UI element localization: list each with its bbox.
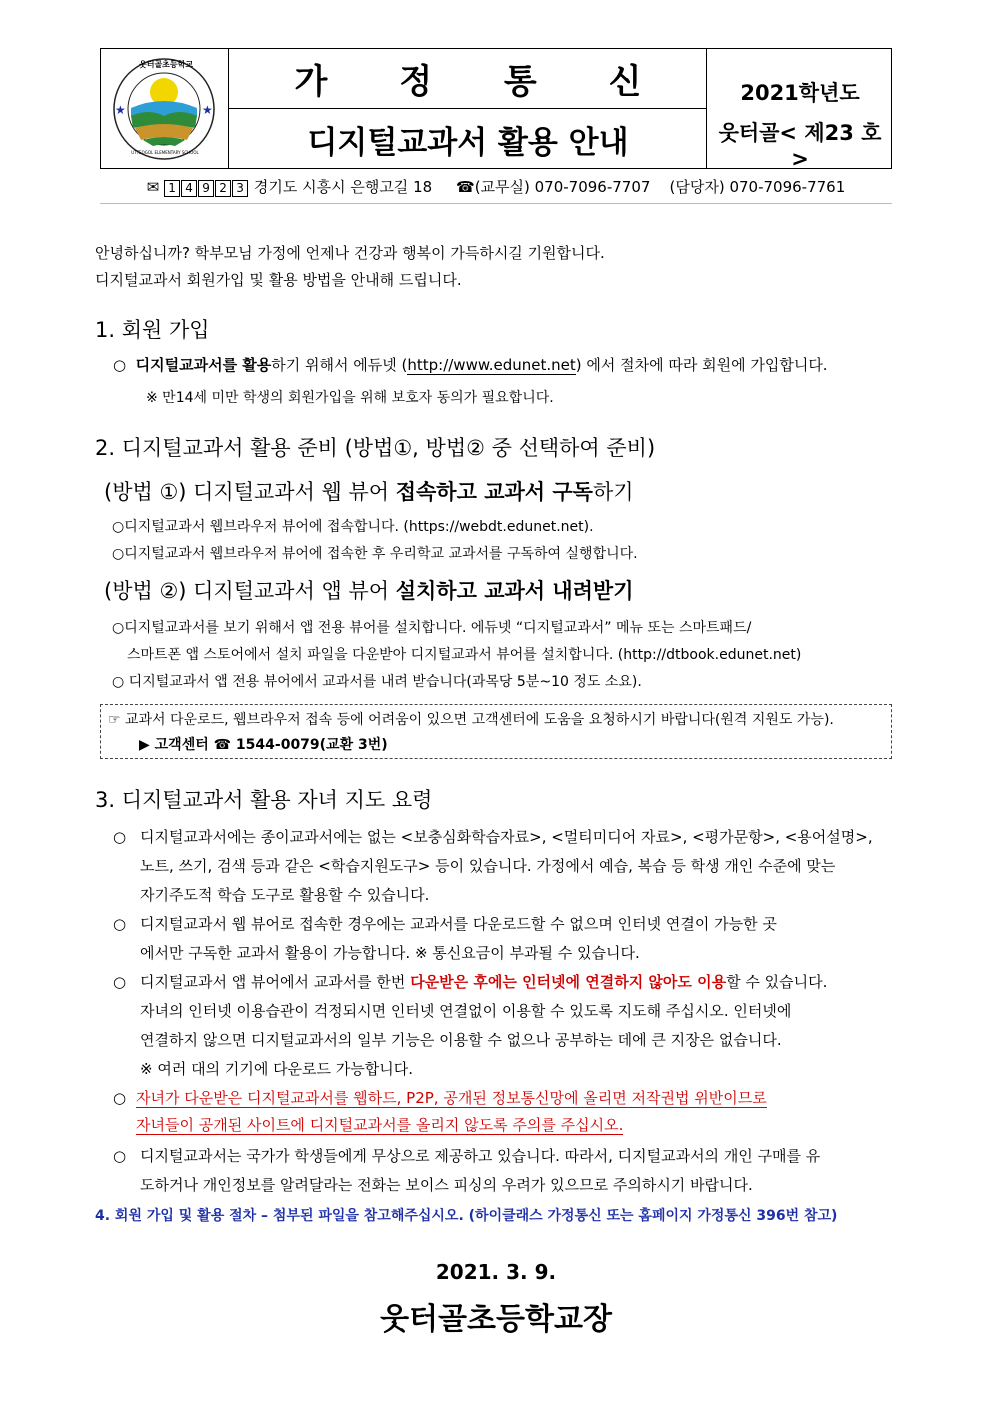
notice-line-2: ▶ 고객센터 ☎ 1544-0079(교환 3번) <box>139 737 388 753</box>
method-1-pre: (방법 ①) 디지털교과서 웹 뷰어 <box>104 480 396 504</box>
intro-line-1: 안녕하십니까? 학부모님 가정에 언제나 건강과 행복이 가득하시길 기원합니다. <box>95 244 605 262</box>
s3-p1-line-2: 노트, 쓰기, 검색 등과 같은 <학습지원도구> 등이 있습니다. 가정에서 예습, 복습 등 학생 개인 수준에 맞는 <box>140 857 836 875</box>
notice-line-1: ☞ 교과서 다운로드, 웹브라우저 접속 등에 어려움이 있으면 고객센터에 도움을 요청하시기 바랍니다(원격 지원도 가능). <box>108 712 834 728</box>
text: ) 에서 절차에 따라 회원에 가입합니다. <box>575 356 828 374</box>
method-2-bold: 설치하고 교과서 내려받기 <box>395 579 634 603</box>
logo-text-bottom: UTTEOGOL ELEMENTARY SCHOOL <box>131 150 199 155</box>
bullet: ○ <box>113 1147 127 1165</box>
divider <box>100 203 892 204</box>
postal-digit: 2 <box>215 180 231 197</box>
s3-p2-line-1: 디지털교과서 웹 뷰어로 접속한 경우에는 교과서를 다운로드할 수 없으며 인터넷 연결이 가능한 곳 <box>140 915 777 933</box>
method-1-bold: 접속하고 교과서 구독 <box>395 480 593 504</box>
office-phone: (교무실) 070-7096-7707 <box>474 178 651 196</box>
method-1-line-2: ○디지털교과서 웹브라우저 뷰어에 접속한 후 우리학교 교과서를 구독하여 실행합니다. <box>112 546 638 562</box>
s3-p2-line-2: 에서만 구독한 교과서 활용이 가능합니다. ※ 통신요금이 부과될 수 있습니다. <box>140 944 640 962</box>
postal-digit: 1 <box>164 180 180 197</box>
issue-number: 웃터골< 제23 호 > <box>718 121 882 171</box>
intro-line-2: 디지털교과서 회원가입 및 활용 방법을 안내해 드립니다. <box>95 271 462 289</box>
svg-text:★: ★ <box>202 103 213 117</box>
method-2-line-2: 스마트폰 앱 스토어에서 설치 파일을 다운받아 디지털교과서 뷰어를 설치합니다. (http://dtbook.edunet.net) <box>127 647 802 663</box>
postal-digit: 4 <box>181 180 197 197</box>
postal-code <box>164 178 254 196</box>
bullet: ○ <box>113 1089 127 1107</box>
help-notice-box <box>100 704 892 759</box>
s3-p4-line-1 <box>136 1089 767 1107</box>
section-4-text: 4. 회원 가입 및 활용 절차 – 첨부된 파일을 참고해주십시오. (하이클래스 가정통신 또는 홈페이지 가정통신 396번 참고) <box>95 1208 838 1224</box>
section-1-item <box>113 356 828 374</box>
warning-text: 자녀가 다운받은 디지털교과서를 웹하드, P2P, 공개된 정보통신망에 올리면 저작권법 위반이므로 <box>136 1089 767 1107</box>
phone-icon: ☎ <box>456 178 475 196</box>
issue-date: 2021. 3. 9. <box>435 1260 557 1284</box>
s3-p3-line-3: 연결하지 않으면 디지털교과서의 일부 기능은 이용할 수 없으나 공부하는 데에 큰 지장은 없습니다. <box>140 1031 782 1049</box>
text: 할 수 있습니다. <box>726 973 828 991</box>
mail-icon: ✉ <box>146 178 160 196</box>
section-1-note: ※ 만14세 미만 학생의 회원가입을 위해 보호자 동의가 필요합니다. <box>146 390 554 406</box>
method-1-heading <box>104 480 634 504</box>
street-address: 경기도 시흥시 은행고길 18 <box>253 178 433 196</box>
edunet-link[interactable]: http://www.edunet.net <box>407 356 576 374</box>
postal-digit: 9 <box>198 180 214 197</box>
page-title: 가 정 통 신 <box>294 62 672 102</box>
method-2-line-3: ○ 디지털교과서 앱 전용 뷰어에서 교과서를 내려 받습니다(과목당 5분~10 정도 소요). <box>112 674 642 690</box>
section-2-heading: 2. 디지털교과서 활용 준비 (방법①, 방법② 중 선택하여 준비) <box>95 436 656 460</box>
text: 디지털교과서 앱 뷰어에서 교과서를 한번 <box>140 973 411 991</box>
header-table <box>100 48 892 169</box>
section-3-heading: 3. 디지털교과서 활용 자녀 지도 요령 <box>95 788 433 812</box>
s3-p1-line-1: 디지털교과서에는 종이교과서에는 없는 <보충심화학습자료>, <멀티미디어 자료>, <평가문항>, <용어설명>, <box>140 828 873 846</box>
s3-p3-line-1 <box>140 973 827 991</box>
method-2-line-1: ○디지털교과서를 보기 위해서 앱 전용 뷰어를 설치합니다. 에듀넷 “디지털교과서” 메뉴 또는 스마트패드/ <box>112 620 752 636</box>
contact-phone: (담당자) 070-7096-7761 <box>669 178 846 196</box>
school-logo <box>109 56 219 162</box>
bullet: ○ <box>113 915 127 933</box>
page-subtitle: 디지털교과서 활용 안내 <box>307 124 629 161</box>
highlight-text: 다운받은 후에는 인터넷에 연결하지 않아도 이용 <box>410 973 727 991</box>
s3-p5-line-1: 디지털교과서는 국가가 학생들에게 무상으로 제공하고 있습니다. 따라서, 디지털교과서의 개인 구매를 유 <box>140 1147 821 1165</box>
s3-p3-line-2: 자녀의 인터넷 이용습관이 걱정되시면 인터넷 연결없이 이용할 수 있도록 지도해 주십시오. 인터넷에 <box>140 1002 792 1020</box>
s3-p5-line-2: 도하거나 개인정보를 알려달라는 전화는 보이스 피싱의 우려가 있으므로 주의하시기 바랍니다. <box>140 1176 753 1194</box>
school-year: 2021학년도 <box>740 81 860 105</box>
warning-text: 자녀들이 공개된 사이트에 디지털교과서를 올리지 않도록 주의를 주십시오. <box>136 1116 624 1134</box>
method-2-pre: (방법 ②) 디지털교과서 앱 뷰어 <box>104 579 396 603</box>
method-1-line-1: ○디지털교과서 웹브라우저 뷰어에 접속합니다. (https://webdt.edunet.net). <box>112 519 594 535</box>
principal-signature: 웃터골초등학교장 <box>380 1302 612 1337</box>
postal-digit: 3 <box>232 180 248 197</box>
logo-text-top: 웃터골초등학교 <box>139 60 194 69</box>
method-2-heading <box>104 579 634 603</box>
section-1-heading: 1. 회원 가입 <box>95 318 210 342</box>
bold-text: 디지털교과서를 활용 <box>135 356 272 374</box>
bullet: ○ <box>113 828 127 846</box>
svg-text:★: ★ <box>115 103 126 117</box>
s3-p3-line-4: ※ 여러 대의 기기에 다운로드 가능합니다. <box>140 1060 414 1078</box>
bullet: ○ <box>113 973 127 991</box>
address-line <box>100 176 892 197</box>
s3-p1-line-3: 자기주도적 학습 도구로 활용할 수 있습니다. <box>140 886 430 904</box>
s3-p4-line-2 <box>136 1116 623 1134</box>
bullet: ○ <box>113 356 127 374</box>
text: 하기 위해서 에듀넷 ( <box>271 356 408 374</box>
method-1-post: 하기 <box>592 480 634 504</box>
